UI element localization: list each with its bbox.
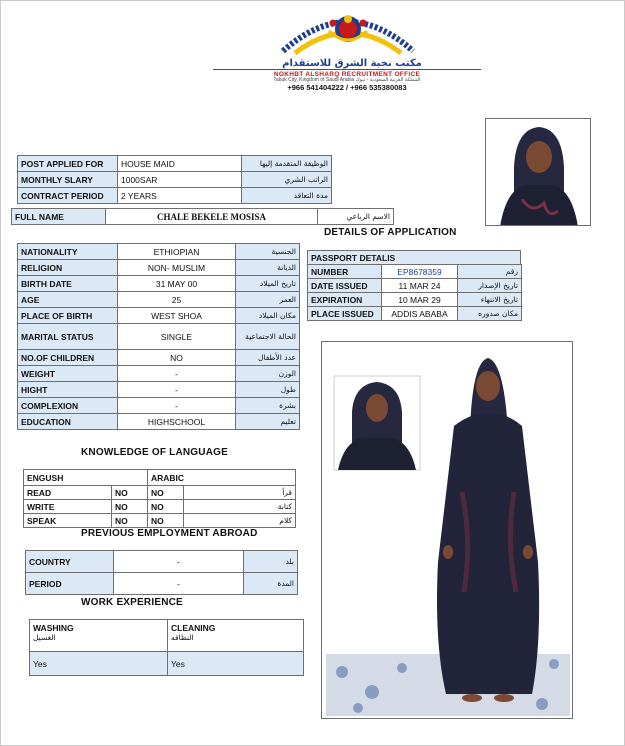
abroad-value: - [114, 551, 244, 573]
personal-arabic: مكان الميلاد [236, 308, 300, 324]
personal-label: NO.OF CHILDREN [18, 350, 118, 366]
work-title: WORK EXPERIENCE [81, 597, 183, 608]
table-row [18, 156, 332, 172]
table-row [18, 172, 332, 188]
language-skill-label: READ [24, 486, 112, 500]
abroad-arabic: بلد [244, 551, 298, 573]
arabic-level: NO [148, 514, 184, 528]
personal-value: SINGLE [118, 324, 236, 350]
table-row [18, 244, 300, 260]
abroad-label: PERIOD [26, 573, 114, 595]
abroad-table [25, 550, 298, 595]
personal-arabic: الجنسية [236, 244, 300, 260]
washing-value: Yes [30, 652, 168, 676]
table-row [18, 398, 300, 414]
arabic-level: NO [148, 486, 184, 500]
passport-arabic: رقم [458, 265, 522, 279]
personal-arabic: العمر [236, 292, 300, 308]
table-row [24, 500, 296, 514]
contract-value: 2 YEARS [118, 188, 242, 204]
english-header: ENGUSH [24, 470, 148, 486]
personal-arabic: عدد الأطفال [236, 350, 300, 366]
woman-full-body-icon [322, 342, 573, 719]
personal-label: RELIGION [18, 260, 118, 276]
personal-label: NATIONALITY [18, 244, 118, 260]
brand-address: Tabuk City, Kingdom of Saudi Arabia المملكة العربية السعودية - تبوك [273, 77, 421, 83]
table-row [18, 366, 300, 382]
personal-table [17, 243, 300, 430]
salary-arabic: الراتب الشري [242, 172, 332, 188]
passport-label: NUMBER [308, 265, 382, 279]
full-body-photo-panel [321, 341, 573, 719]
passport-arabic: مكان صدوره [458, 307, 522, 321]
personal-label: WEIGHT [18, 366, 118, 382]
personal-value: NON- MUSLIM [118, 260, 236, 276]
table-row [18, 324, 300, 350]
personal-arabic: تاريخ الميلاد [236, 276, 300, 292]
cleaning-cell [168, 620, 304, 652]
passport-arabic: تاريخ الإصدار [458, 279, 522, 293]
brand-name-arabic: مكتب نخبة الشرق للاستقدام [282, 58, 422, 69]
personal-label: HIGHT [18, 382, 118, 398]
table-row [24, 470, 296, 486]
table-row [18, 292, 300, 308]
passport-label: EXPIRATION [308, 293, 382, 307]
fullname-table [11, 208, 394, 225]
table-row [30, 652, 304, 676]
language-skill-arabic: قرأ [184, 486, 296, 500]
personal-label: AGE [18, 292, 118, 308]
passport-title: PASSPORT DETALIS [307, 250, 521, 264]
personal-value: WEST SHOA [118, 308, 236, 324]
language-skill-arabic: كتابة [184, 500, 296, 514]
passport-arabic: تاريخ الانتهاء [458, 293, 522, 307]
portrait-photo [485, 118, 591, 226]
table-row [308, 279, 522, 293]
passport-table [307, 264, 522, 321]
language-title: KNOWLEDGE OF LANGUAGE [81, 447, 228, 458]
table-row [12, 209, 394, 225]
passport-label: DATE ISSUED [308, 279, 382, 293]
washing-label: WASHING [33, 623, 74, 633]
table-row [18, 382, 300, 398]
personal-value: - [118, 366, 236, 382]
passport-value: 10 MAR 29 [382, 293, 458, 307]
personal-arabic: الديانة [236, 260, 300, 276]
brand-name-english: NOKHBT ALSHARQ RECRUITMENT OFFICE [213, 69, 481, 78]
contract-label: CONTRACT PERIOD [18, 188, 118, 204]
personal-label: EDUCATION [18, 414, 118, 430]
abroad-label: COUNTRY [26, 551, 114, 573]
table-row [18, 188, 332, 204]
personal-arabic: الوزن [236, 366, 300, 382]
work-table [29, 619, 304, 676]
language-skill-label: SPEAK [24, 514, 112, 528]
cleaning-value: Yes [168, 652, 304, 676]
abroad-arabic: المدة [244, 573, 298, 595]
washing-arabic: الغسيل [33, 633, 56, 642]
passport-value: EP8678359 [382, 265, 458, 279]
personal-label: PLACE OF BIRTH [18, 308, 118, 324]
personal-value: 31 MAY 00 [118, 276, 236, 292]
table-row [24, 486, 296, 500]
personal-value: NO [118, 350, 236, 366]
post-value: HOUSE MAID [118, 156, 242, 172]
personal-arabic: بشرة [236, 398, 300, 414]
personal-label: COMPLEXION [18, 398, 118, 414]
language-table [23, 469, 296, 528]
table-row [308, 265, 522, 279]
arabic-header: ARABIC [148, 470, 296, 486]
position-table [17, 155, 332, 204]
arabic-level: NO [148, 500, 184, 514]
cleaning-arabic: النظافه [171, 633, 194, 642]
table-row [308, 293, 522, 307]
personal-value: - [118, 382, 236, 398]
passport-label: PLACE ISSUED [308, 307, 382, 321]
personal-label: MARITAL STATUS [18, 324, 118, 350]
language-skill-arabic: كلام [184, 514, 296, 528]
table-row [18, 276, 300, 292]
fullname-value: CHALE BEKELE MOSISA [106, 209, 318, 225]
post-label: POST APPLIED FOR [18, 156, 118, 172]
english-level: NO [112, 514, 148, 528]
table-row [18, 414, 300, 430]
personal-arabic: تعليم [236, 414, 300, 430]
personal-label: BIRTH DATE [18, 276, 118, 292]
contract-arabic: مدة التعاقد [242, 188, 332, 204]
table-row [18, 260, 300, 276]
table-row [308, 307, 522, 321]
salary-label: MONTHLY SLARY [18, 172, 118, 188]
personal-arabic: الحالة الاجتماعية [236, 324, 300, 350]
table-row [26, 551, 298, 573]
personal-arabic: طول [236, 382, 300, 398]
cleaning-label: CLEANING [171, 623, 216, 633]
table-row [26, 573, 298, 595]
agency-logo [263, 7, 433, 59]
washing-cell [30, 620, 168, 652]
fullname-arabic: الاسم الرباعي [318, 209, 394, 225]
woman-portrait-icon [486, 119, 591, 226]
abroad-value: - [114, 573, 244, 595]
details-title: DETAILS OF APPLICATION [324, 227, 457, 238]
fullname-label: FULL NAME [12, 209, 106, 225]
english-level: NO [112, 486, 148, 500]
passport-value: ADDIS ABABA [382, 307, 458, 321]
english-level: NO [112, 500, 148, 514]
table-row [18, 350, 300, 366]
table-row [30, 620, 304, 652]
abroad-title: PREVIOUS EMPLOYMENT ABROAD [81, 528, 258, 539]
language-skill-label: WRITE [24, 500, 112, 514]
brand-phones: +966 541404222 / +966 535380083 [287, 83, 407, 92]
personal-value: 25 [118, 292, 236, 308]
personal-value: HIGHSCHOOL [118, 414, 236, 430]
post-arabic: الوظيفة المتقدمة إليها [242, 156, 332, 172]
passport-value: 11 MAR 24 [382, 279, 458, 293]
personal-value: - [118, 398, 236, 414]
personal-value: ETHIOPIAN [118, 244, 236, 260]
table-row [24, 514, 296, 528]
salary-value: 1000SAR [118, 172, 242, 188]
table-row [18, 308, 300, 324]
